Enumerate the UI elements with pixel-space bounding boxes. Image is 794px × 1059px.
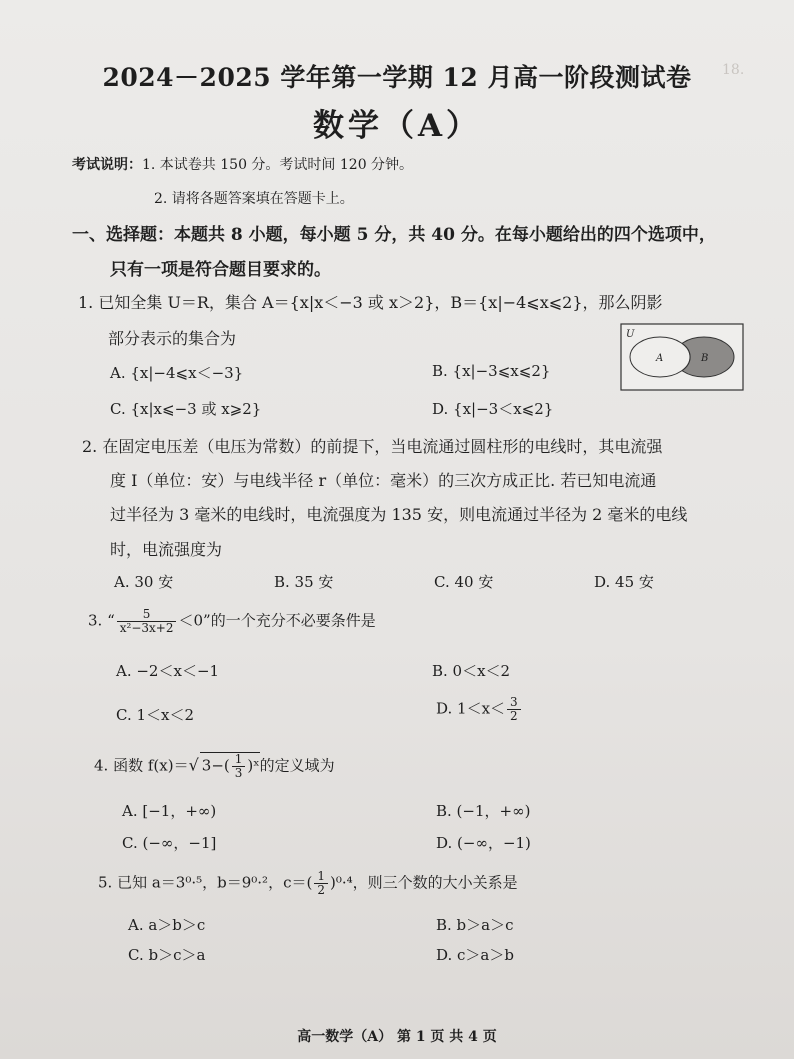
q5-option-a: A. a＞b＞c: [128, 916, 206, 934]
q4-radical: 3−( $\frac{1}{3}$ )ˣ: [201, 752, 260, 780]
q4-option-c: C. (−∞，−1]: [122, 834, 217, 852]
section-1-heading-cont: 只有一项是符合题目要求的。: [110, 260, 331, 280]
instructions-line-1: 考试说明：1. 本试卷共 150 分。考试时间 120 分钟。: [72, 157, 414, 173]
q5-option-b: B. b＞a＞c: [436, 916, 514, 934]
q2-option-a: A. 30 安: [114, 573, 174, 591]
q2-stem-cont-3: 时，电流强度为: [110, 540, 223, 559]
page-footer: 高一数学（A） 第 1 页 共 4 页: [297, 1029, 497, 1045]
instructions-line-2: 2. 请将各题答案填在答题卡上。: [154, 191, 354, 207]
q1-stem: 1. 已知全集 U＝R，集合 A＝{x|x＜−3 或 x＞2}，B＝{x|−4⩽x⩽2}，那么阴影: [78, 293, 663, 312]
q3-option-b: B. 0＜x＜2: [432, 662, 511, 680]
q2-stem-cont-1: 度 I（单位：安）与电线半径 r（单位：毫米）的三次方成正比. 若已知电流通: [110, 471, 657, 490]
q5-option-c: C. b＞c＞a: [128, 946, 206, 964]
venn-label-u: U: [626, 329, 635, 340]
exam-subtitle: 数学（A）: [312, 108, 482, 144]
q1-option-d: D. {x|−3＜x⩽2}: [432, 400, 554, 418]
q3-fraction: $\frac{5}{\text{x²−3x+2}}$: [117, 608, 177, 635]
q2-stem-cont-2: 过半径为 3 毫米的电线时，电流强度为 135 安，则电流通过半径为 2 毫米的电线: [110, 505, 688, 524]
venn-label-b: B: [701, 353, 709, 364]
q4-option-b: B. (−1，+∞): [436, 802, 531, 820]
q3-stem: 3. “ $\frac{5}{\text{x²−3x+2}}$ ＜0”的一个充分不必要条件是: [88, 607, 376, 635]
venn-diagram: [620, 323, 744, 391]
q4-option-a: A. [−1，+∞): [122, 802, 217, 820]
instructions-label: 考试说明：: [72, 157, 142, 173]
q1-option-b: B. {x|−3⩽x⩽2}: [432, 362, 551, 380]
exam-title: 2024－2025 学年第一学期 12 月高一阶段测试卷: [102, 63, 692, 92]
q5-fraction: $\frac{1}{2}$: [314, 870, 328, 897]
bleed-through-text: 18.: [722, 62, 745, 78]
q5-stem: 5. 已知 a＝3⁰·⁵，b＝9⁰·²，c＝( $\frac{1}{2}$ )⁰·⁴，则三个数的大小关系是: [98, 869, 518, 897]
venn-label-a: A: [656, 353, 664, 364]
q3-option-a: A. −2＜x＜−1: [116, 662, 220, 680]
q2-option-c: C. 40 安: [434, 573, 494, 591]
q2-option-b: B. 35 安: [274, 573, 334, 591]
q1-option-c: C. {x|x⩽−3 或 x⩾2}: [110, 400, 262, 418]
q3-option-c: C. 1＜x＜2: [116, 706, 195, 724]
q1-stem-cont: 部分表示的集合为: [108, 329, 237, 348]
q2-option-d: D. 45 安: [594, 573, 654, 591]
q5-option-d: D. c＞a＞b: [436, 946, 514, 964]
q3-option-d: D. 1＜x＜ $\frac{3}{2}$: [436, 696, 523, 723]
section-1-heading: 一、选择题：本题共 8 小题，每小题 5 分，共 40 分。在每小题给出的四个选项中，: [72, 225, 716, 245]
q3-option-d-fraction: $\frac{3}{2}$: [507, 696, 521, 723]
q1-option-a: A. {x|−4⩽x＜−3}: [110, 364, 244, 382]
q4-stem: 4. 函数 f(x)＝√ 3−( $\frac{1}{3}$ )ˣ的定义域为: [94, 752, 335, 780]
q4-option-d: D. (−∞，−1): [436, 834, 531, 852]
q2-stem: 2. 在固定电压差（电压为常数）的前提下，当电流通过圆柱形的电线时，其电流强: [82, 437, 663, 456]
